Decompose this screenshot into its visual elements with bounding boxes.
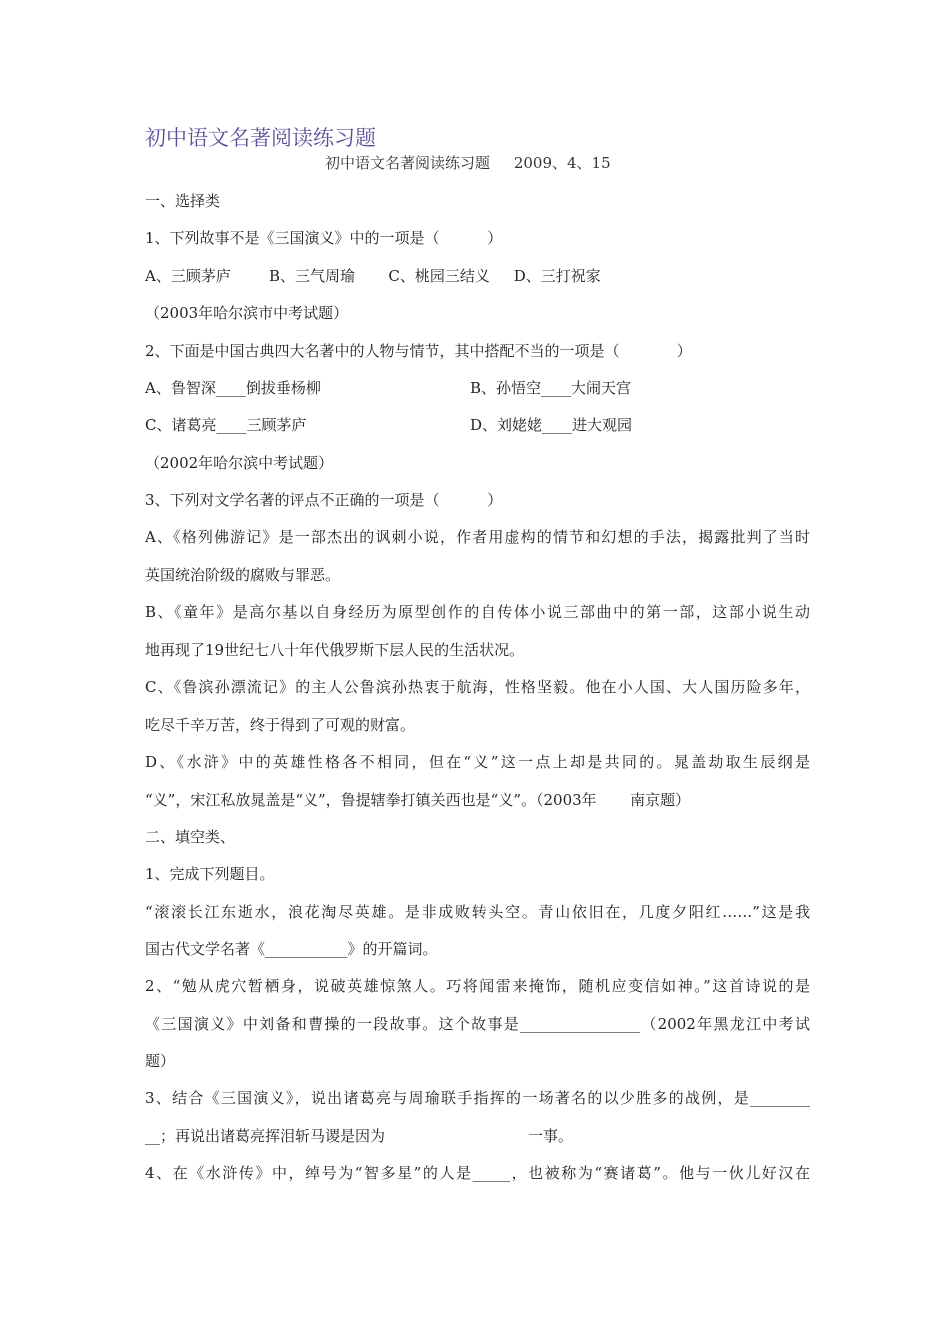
question-1-options: A、三顾茅庐 B、三气周瑜 C、桃园三结义 D、三打祝家 (145, 267, 601, 285)
question-3-option-c-line2: 吃尽千辛万苦，终于得到了可观的财富。 (145, 716, 416, 734)
section-heading-fill: 二、填空类、 (145, 828, 236, 846)
fill-question-2-line1: 2、“勉从虎穴暂栖身，说破英雄惊煞人。巧将闻雷来掩饰，随机应变信如神。”这首诗说的是 (145, 977, 810, 995)
fill-question-1-text-line2: 国古代文学名著《___________》的开篇词。 (145, 940, 438, 958)
question-1: 1、下列故事不是《三国演义》中的一项是（ ） (145, 229, 503, 247)
question-3-option-c-line1: C、《鲁滨孙漂流记》的主人公鲁滨孙热衷于航海，性格坚毅。他在小人国、大人国历险多年， (145, 678, 810, 696)
fill-question-2-line2: 《三国演义》中刘备和曹操的一段故事。这个故事是________________（2002年黑龙江中考试 (145, 1015, 810, 1033)
fill-question-3-line1: 3、结合《三国演义》，说出诸葛亮与周瑜联手指挥的一场著名的以少胜多的战例，是________ (145, 1089, 810, 1107)
document-title: 初中语文名著阅读练习题 (145, 126, 376, 150)
question-3: 3、下列对文学名著的评点不正确的一项是（ ） (145, 491, 503, 509)
document-subtitle: 初中语文名著阅读练习题 2009、4、15 (325, 154, 611, 172)
question-2-option-d: D、刘姥姥____进大观园 (470, 416, 633, 434)
question-3-option-d-line1: D、《水浒》中的英雄性格各不相同，但在“义”这一点上却是共同的。晁盖劫取生辰纲是 (145, 753, 810, 771)
question-2-source: （2002年哈尔滨中考试题） (145, 454, 334, 472)
question-1-source: （2003年哈尔滨市中考试题） (145, 304, 349, 322)
question-2-option-c: C、诸葛亮____三顾茅庐 (145, 416, 307, 434)
question-3-option-d-line2: “义”，宋江私放晁盖是“义”，鲁提辖拳打镇关西也是“义”。（2003年 南京题） (145, 791, 691, 809)
fill-question-2-line3: 题） (145, 1052, 176, 1070)
question-3-option-b-line2: 地再现了19世纪七八十年代俄罗斯下层人民的生活状况。 (145, 641, 525, 659)
fill-question-1: 1、完成下列题目。 (145, 865, 275, 883)
fill-question-3-line2: __；再说出诸葛亮挥泪斩马谡是因为 一事。 (145, 1127, 574, 1145)
question-3-option-b-line1: B、《童年》是高尔基以自身经历为原型创作的自传体小说三部曲中的第一部，这部小说生动 (145, 603, 810, 621)
question-2: 2、下面是中国古典四大名著中的人物与情节，其中搭配不当的一项是（ ） (145, 342, 692, 360)
question-3-option-a-line1: A、《格列佛游记》是一部杰出的讽刺小说，作者用虚构的情节和幻想的手法，揭露批判了当时 (145, 528, 810, 546)
question-3-option-a-line2: 英国统治阶级的腐败与罪恶。 (145, 566, 341, 584)
question-2-option-a: A、鲁智深____倒拔垂杨柳 (145, 379, 321, 397)
fill-question-4-line1: 4、在《水浒传》中，绰号为“智多星”的人是_____，也被称为“赛诸葛”。他与一伙儿好汉在 (145, 1164, 810, 1182)
fill-question-1-text-line1: “滚滚长江东逝水，浪花淘尽英雄。是非成败转头空。青山依旧在，几度夕阳红……”这是我 (145, 903, 810, 921)
section-heading-choice: 一、选择类 (145, 192, 221, 210)
question-2-option-b: B、孙悟空____大闹天宫 (470, 379, 632, 397)
